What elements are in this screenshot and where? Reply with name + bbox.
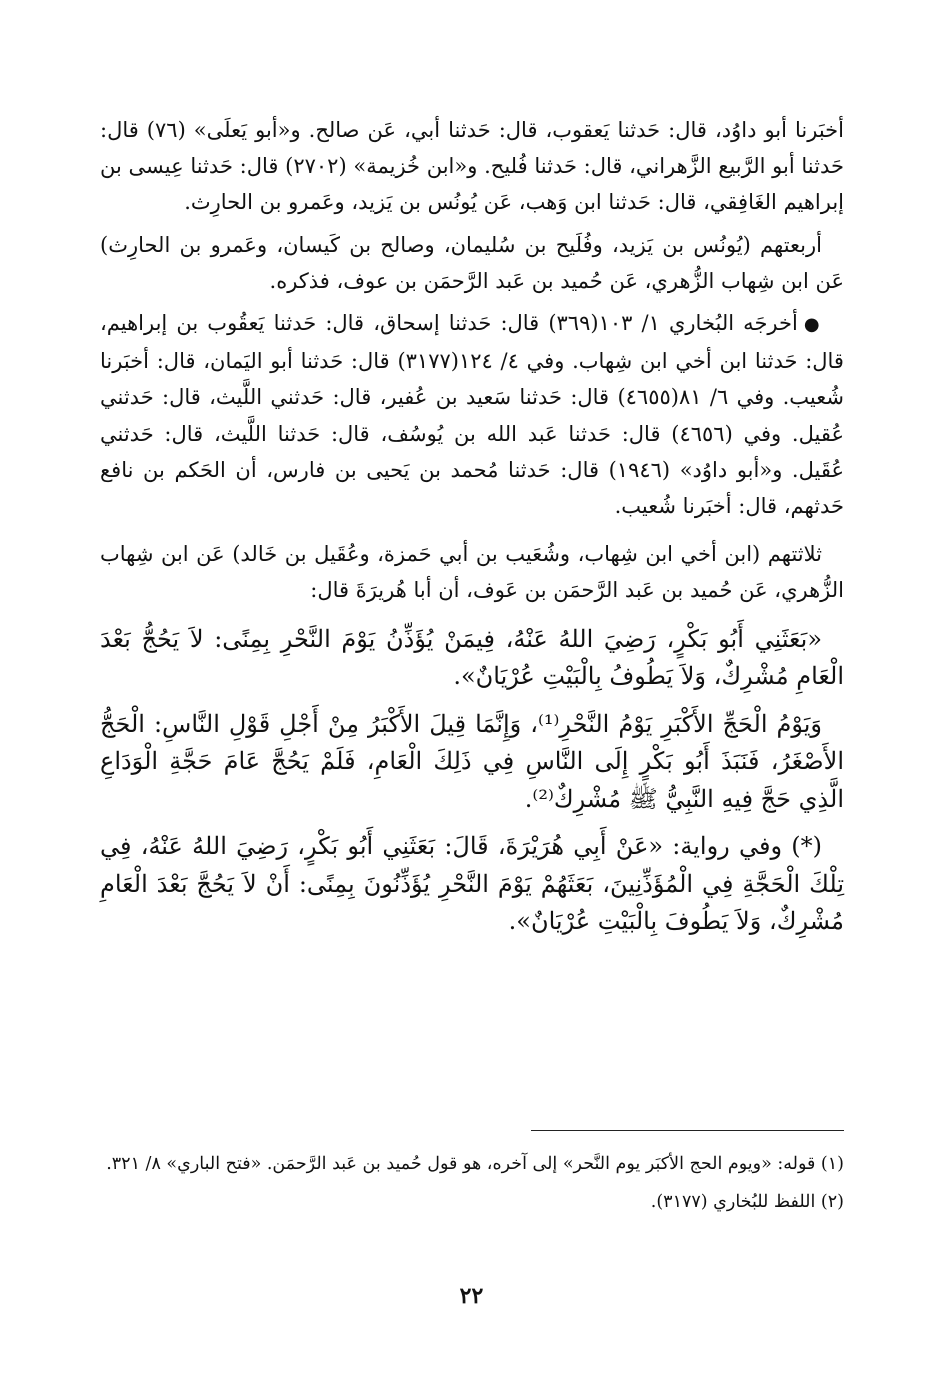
takhrij-text: أخرجَه البُخاري ١/ ١٠٣(٣٦٩) قال: حَدثنا إسحاق، قال: حَدثنا يَعقُوب بن إبراهيم، قال: حَدثنا ابن أخي ابن شِهاب. وفي ٤/ ١٢٤(٣١٧٧) قال: حَدثنا أبو اليَمان، قال: أخبَرنا شُعيب. وفي ٦/ ٨١(٤٦٥٥) قال: حَدثنا سَعيد بن عُفير، قال: حَدثني اللَّيث، قال: حَدثني عُقيل. وفي (٤٦٥٦) قال: حَدثنا عَبد الله بن يُوسُف، قال: حَدثنا اللَّيث، قال: حَدثني عُقَيل. و«أبو داوُد» (١٩٤٦) قال: حَدثنا مُحمد بن يَحيى بن فارس، أن الحَكم بن نافع حَدثهم، قال: أخبَرنا شُعيب.	[100, 311, 844, 519]
paragraph-summary-2: ثلاثتهم (ابن أخي ابن شِهاب، وشُعَيب بن أبي حَمزة، وعُقَيل بن خَالد) عَن ابن شِهاب الزُّهري، عَن حُميد بن عَبد الرَّحمَن بن عَوف، أن أبا هُريرَةَ قال:	[100, 542, 844, 603]
footnote-divider	[531, 1130, 844, 1131]
hadith-text-1: «بَعَثَنِي أَبُو بَكْرٍ، رَضِيَ اللهُ عَنْهُ، فِيمَنْ يُؤَذِّنُ يَوْمَ النَّحْرِ بِمِنًى: لاَ يَحُجُّ بَعْدَ الْعَامِ مُشْرِكٌ، وَلاَ يَطُوفُ بِالْبَيْتِ عُرْيَانٌ».	[100, 624, 844, 691]
hadith-text-2: وَيَوْمُ الْحَجِّ الأَكْبَرِ يَوْمُ النَّحْرِ⁽¹⁾، وَإِنَّمَا قِيلَ الأَكْبَرُ مِنْ أَجْلِ قَوْلِ النَّاسِ: الْحَجُّ الأَصْغَرُ، فَنَبَذَ أَبُو بَكْرٍ إِلَى النَّاسِ فِي ذَلِكَ الْعَامِ، فَلَمْ يَحُجَّ عَامَ حَجَّةِ الْوَدَاعِ الَّذِي حَجَّ فِيهِ النَّبِيُّ ﷺ مُشْرِكٌ⁽²⁾.	[100, 709, 844, 813]
footnote-2: (٢) اللفظ للبُخاري (٣١٧٧).	[650, 1192, 844, 1212]
paragraph-takhrij	[100, 305, 844, 524]
hadith-variant: (*) وفي رواية: «عَنْ أَبِي هُرَيْرَةَ، قَالَ: بَعَثَنِي أَبُو بَكْرٍ، رَضِيَ اللهُ عَنْهُ، فِي تِلْكَ الْحَجَّةِ فِي الْمُؤَذِّنِينَ، بَعَثَهُمْ يَوْمَ النَّحْرِ يُؤَذِّنُونَ بِمِنًى: أَنْ لاَ يَحُجَّ بَعْدَ الْعَامِ مُشْرِكٌ، وَلاَ يَطُوفَ بِالْبَيْتِ عُرْيَانٌ».	[100, 832, 844, 936]
paragraph-summary-1: أربعتهم (يُونُس بن يَزيد، وفُلَيح بن سُليمان، وصالح بن كَيسان، وعَمرو بن الحارِث) عَن ابن شِهاب الزُّهري، عَن حُميد بن عَبد الرَّحمَن بن عوف، فذكره.	[100, 232, 844, 293]
paragraph-chain-1: أخبَرنا أبو داوُد، قال: حَدثنا يَعقوب، قال: حَدثنا أبي، عَن صالح. و«أبو يَعلَى» (٧٦) قال: حَدثنا أبو الرَّبيع الزَّهراني، قال: حَدثنا فُليح. و«ابن خُزيمة» (٢٧٠٢) قال: حَدثنا عِيسى بن إبراهيم الغَافِقي، قال: حَدثنا ابن وَهب، عَن يُونُس بن يَزيد، وعَمرو بن الحارِث.	[100, 118, 844, 215]
footnotes	[100, 1148, 844, 1224]
main-text	[100, 112, 844, 941]
bullet-icon: ●	[803, 314, 822, 336]
page-number: ٢٢	[459, 1283, 484, 1309]
footnote-1: (١) قوله: «ويوم الحج الأكبَر يوم النَّحر» إلى آخره، هو قول حُميد بن عَبد الرَّحمَن. «فتح الباري» ٨/ ٣٢١.	[106, 1154, 844, 1174]
